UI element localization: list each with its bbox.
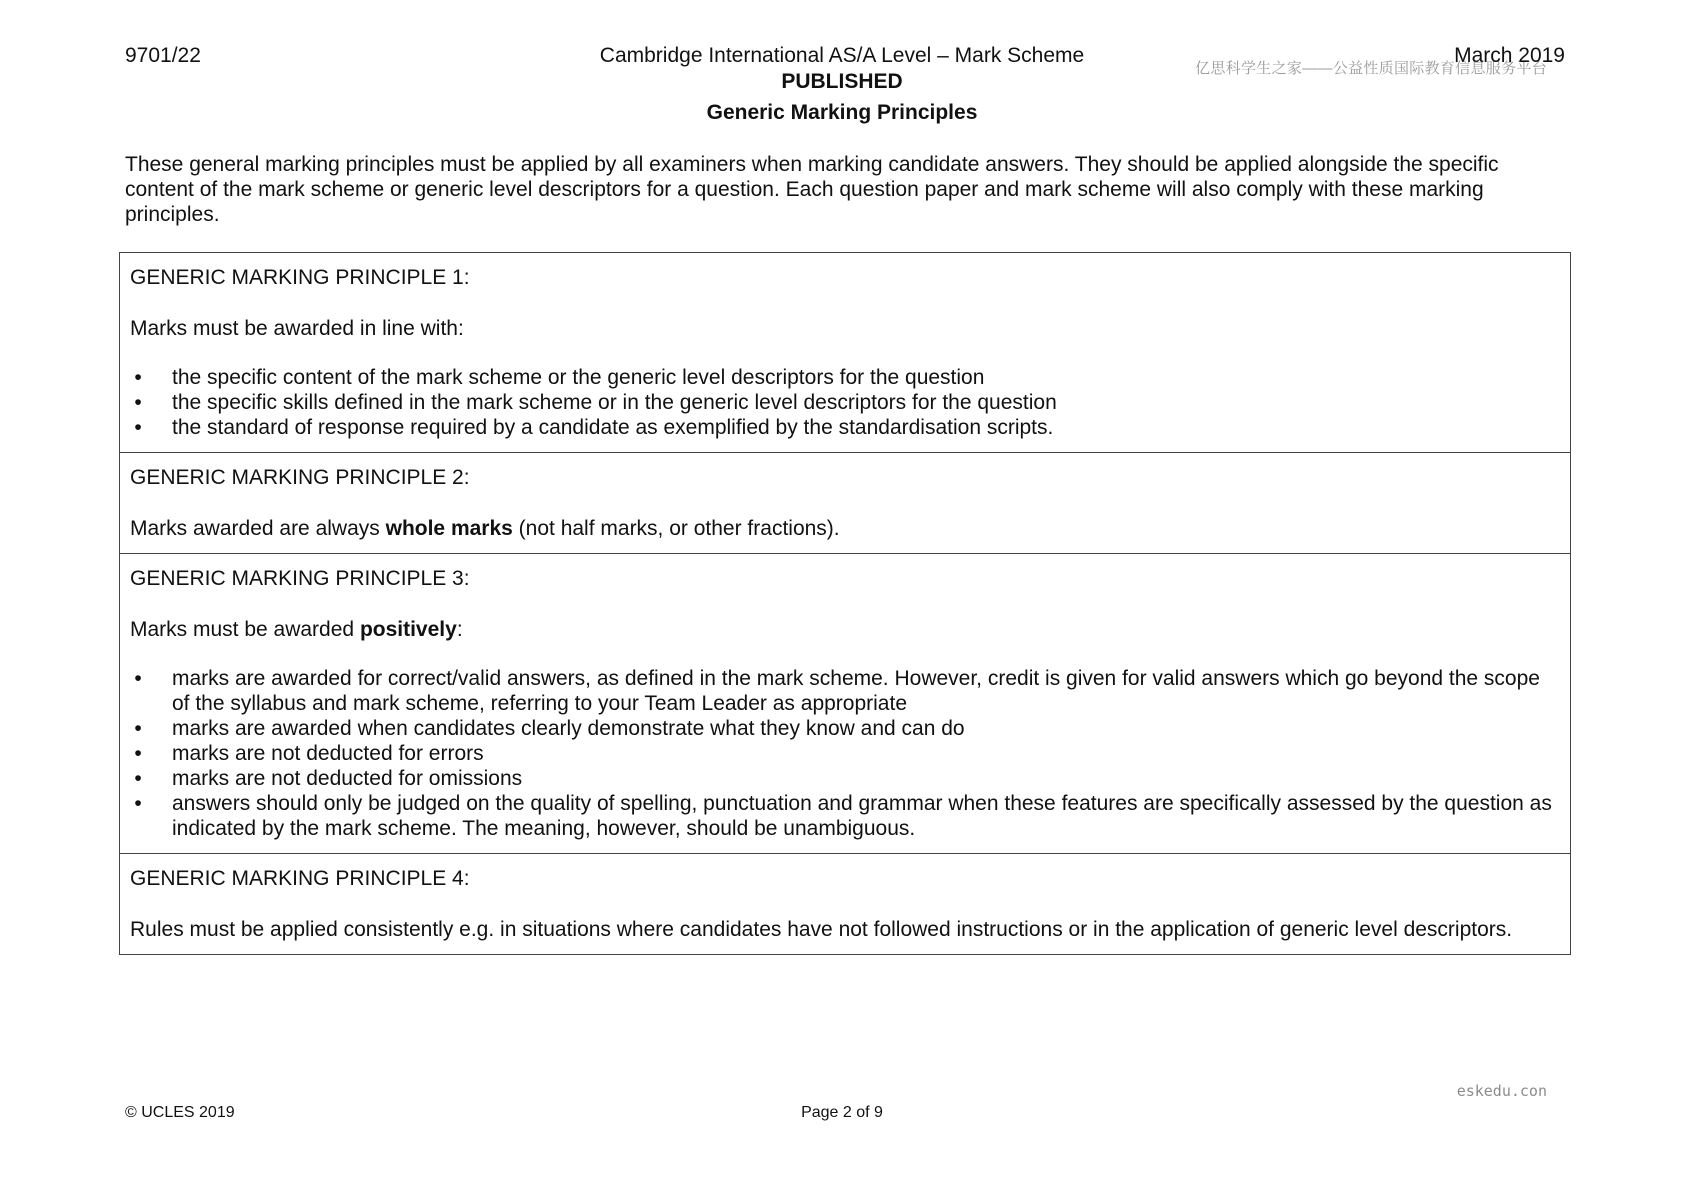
- text-segment: Marks must be awarded: [130, 618, 360, 641]
- text-segment: :: [456, 618, 463, 641]
- bullet-icon: •: [134, 717, 142, 740]
- list-item-text: marks are awarded for correct/valid answers, as defined in the mark scheme. However, credit is given for valid answers which go beyond the scope of the syllabus and mark scheme, referring to your Team Leader as appropriate: [172, 667, 1540, 715]
- emphasis-text: whole marks: [385, 517, 513, 540]
- principle-cell-4: [120, 854, 1571, 955]
- principle-heading: GENERIC MARKING PRINCIPLE 1:: [130, 266, 470, 289]
- principle-text: [130, 516, 1560, 541]
- watermark-bottom: eskedu.con: [1456, 1082, 1547, 1100]
- paper-code: 9701/22: [125, 44, 201, 67]
- list-item: [130, 390, 1560, 415]
- principle-cell-1: [120, 253, 1571, 453]
- list-item-text: the specific content of the mark scheme or the generic level descriptors for the question: [172, 366, 985, 389]
- list-item: [130, 766, 1560, 791]
- principle-text: Rules must be applied consistently e.g. in situations where candidates have not followed instructions or in the application of generic level descriptors.: [130, 918, 1513, 941]
- principle-cell-2: [120, 453, 1571, 554]
- list-item-text: the standard of response required by a candidate as exemplified by the standardisation scripts.: [172, 416, 1054, 439]
- section-title: Generic Marking Principles: [706, 101, 978, 124]
- copyright: © UCLES 2019: [125, 1104, 235, 1121]
- bullet-icon: •: [134, 792, 142, 815]
- bullet-list: [130, 666, 1560, 841]
- text-segment: Marks awarded are always: [130, 517, 386, 540]
- list-item-text: marks are not deducted for omissions: [172, 767, 523, 790]
- intro-paragraph: These general marking principles must be applied by all examiners when marking candidate answers. They should be applied alongside the specific content of the mark scheme or generic level descriptors for a question. Each question paper and mark scheme will also comply with these marking principles.: [125, 153, 1499, 226]
- principle-heading: GENERIC MARKING PRINCIPLE 4:: [130, 867, 470, 890]
- list-item: [130, 716, 1560, 741]
- bullet-icon: •: [134, 667, 142, 690]
- principle-text: [130, 617, 1560, 642]
- principle-row-3: [120, 554, 1571, 854]
- bullet-list: [130, 365, 1560, 440]
- emphasis-text: positively: [359, 618, 457, 641]
- principle-row-4: [120, 854, 1571, 955]
- watermark-top: 亿思科学生之家——公益性质国际教育信息服务平台: [1195, 60, 1547, 77]
- principle-text: Marks must be awarded in line with:: [130, 317, 464, 340]
- principle-heading: GENERIC MARKING PRINCIPLE 2:: [130, 466, 470, 489]
- principle-row-1: [120, 253, 1571, 453]
- list-item: [130, 791, 1560, 841]
- bullet-icon: •: [134, 391, 142, 414]
- list-item: [130, 365, 1560, 390]
- exam-date: March 2019: [1454, 44, 1565, 67]
- list-item-text: the specific skills defined in the mark scheme or in the generic level descriptors for the question: [172, 391, 1057, 414]
- list-item: [130, 741, 1560, 766]
- bullet-icon: •: [134, 416, 142, 439]
- page-number: Page 2 of 9: [801, 1104, 883, 1121]
- document-title: Cambridge International AS/A Level – Mark Scheme: [599, 44, 1085, 67]
- principle-heading: GENERIC MARKING PRINCIPLE 3:: [130, 567, 470, 590]
- list-item-text: marks are awarded when candidates clearly demonstrate what they know and can do: [172, 717, 965, 740]
- list-item-text: answers should only be judged on the quality of spelling, punctuation and grammar when these features are specifically assessed by the question as indicated by the mark scheme. The meaning, however, should be unambiguous.: [172, 792, 1552, 840]
- text-segment: (not half marks, or other fractions).: [512, 517, 840, 540]
- list-item: [130, 666, 1560, 716]
- bullet-icon: •: [134, 767, 142, 790]
- principle-cell-3: [120, 554, 1571, 854]
- list-item-text: marks are not deducted for errors: [172, 742, 484, 765]
- published-label: PUBLISHED: [781, 70, 903, 93]
- principle-row-2: [120, 453, 1571, 554]
- bullet-icon: •: [134, 366, 142, 389]
- list-item: [130, 415, 1560, 440]
- principles-table: [119, 252, 1571, 955]
- bullet-icon: •: [134, 742, 142, 765]
